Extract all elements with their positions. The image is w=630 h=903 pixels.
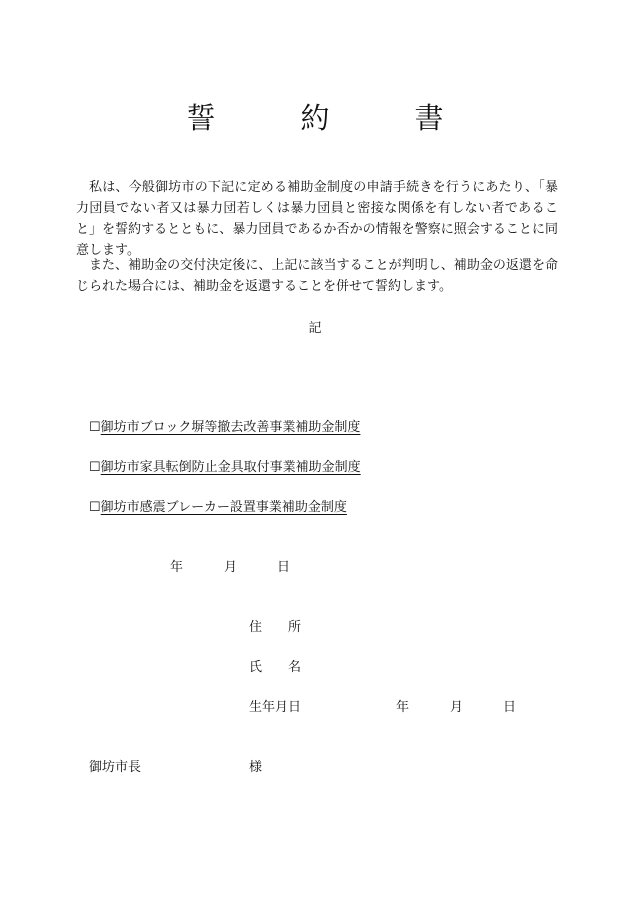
mayor-addressee: 御坊市長	[89, 760, 142, 775]
document-title: 誓 約 書	[186, 101, 472, 135]
name-label: 氏 名	[249, 660, 302, 675]
option-label: 御坊市ブロック塀等撤去改善事業補助金制度	[100, 420, 361, 435]
pledge-paragraph-2: また、補助金の交付決定後に、上記に該当することが判明し、補助金の返還を命じられた場合には、補助金を返還することを併せて誓約します。	[76, 258, 558, 294]
option-label: 御坊市感震ブレーカー設置事業補助金制度	[100, 500, 347, 515]
date-day-label: 日	[277, 560, 291, 575]
checkbox[interactable]: ☐	[89, 500, 101, 515]
pledge-paragraph-1: 私は、今般御坊市の下記に定める補助金制度の申請手続きを行うにあたり、「暴力団員でない者又は暴力団若しくは暴力団員と密接な関係を有しない者であること」を誓約するとともに、暴力団員であるか否かの情報を警察に照会することに同意します。	[76, 180, 558, 258]
address-label: 住 所	[249, 620, 302, 635]
option-block-wall[interactable]	[89, 416, 360, 435]
option-label: 御坊市家具転倒防止金具取付事業補助金制度	[100, 460, 361, 475]
birth-day-label: 日	[503, 700, 517, 715]
honorific: 様	[249, 760, 263, 775]
option-furniture[interactable]	[89, 456, 361, 475]
checkbox[interactable]: ☐	[89, 420, 101, 435]
date-month-label: 月	[224, 560, 238, 575]
option-breaker[interactable]	[89, 496, 347, 515]
date-year-label: 年	[170, 560, 184, 575]
checkbox[interactable]: ☐	[89, 460, 101, 475]
birth-month-label: 月	[450, 700, 464, 715]
ki-heading: 記	[308, 321, 322, 336]
birthdate-label: 生年月日	[249, 700, 302, 715]
birth-year-label: 年	[396, 700, 410, 715]
